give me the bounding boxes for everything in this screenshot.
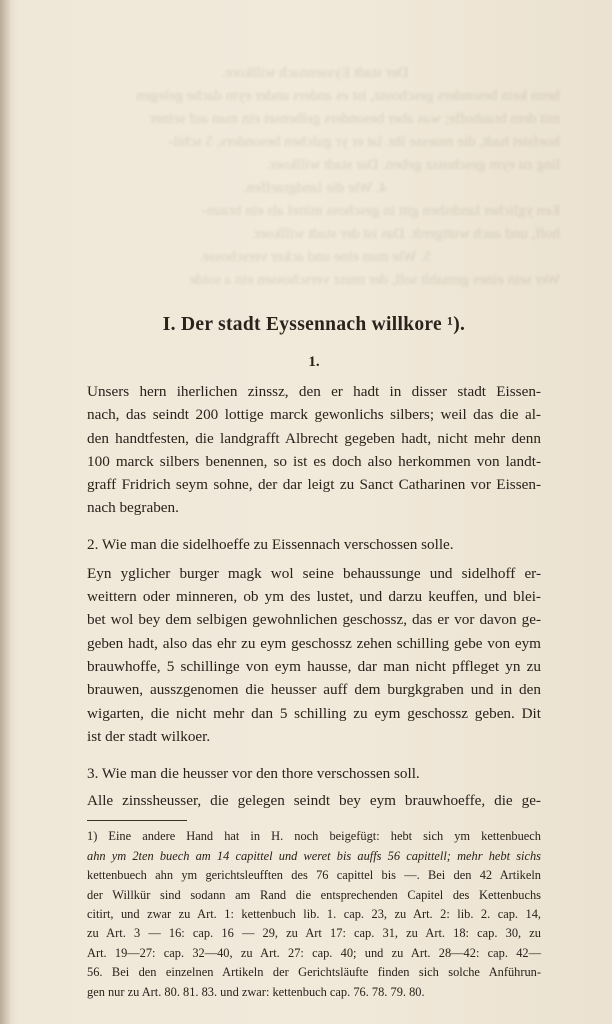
bleed-line: Der stadt Eyssennach willkore. <box>221 65 409 81</box>
footnote-line: gen nur zu Art. 80. 81. 83. und zwar: kettenbuch cap. 76. 78. 79. 80. <box>87 984 425 999</box>
text-line: geben hadt, also das ehr zu eym geschossz zehen schilling gebe von eym <box>87 634 541 652</box>
article-2-heading: 2. Wie man die sidelhoeffe zu Eissennach verschossen solle. <box>87 535 454 553</box>
text-line: Alle zinssheusser, die gelegen seindt bey eym brauwhoeffe, die ge- <box>87 792 541 810</box>
bleed-line: 4. Wie die landgraeffen. <box>242 180 388 196</box>
footnote-line: ahn ym 2ten buech am 14 capittel und weret bis auffs 56 capittell; mehr hebt sichs <box>87 848 541 863</box>
chapter-title: I. Der stadt Eyssennach willkore ¹). <box>162 314 466 335</box>
text-line: graff Fridrich seym sohne, der dar leigt zu Sanct Catharinen vor Eissen- <box>87 476 541 494</box>
page-gutter <box>0 0 10 1024</box>
footnote-line: zu Art. 3 — 16: cap. 16 — 29, zu Art 17: cap. 31, zu Art. 18: cap. 30, zu <box>87 926 541 941</box>
article-3-text <box>87 789 541 812</box>
text-line: Eyn yglicher burger magk wol seine behaussunge und sidelhoff er- <box>87 564 541 582</box>
article-number: 1. <box>308 354 320 370</box>
bleed-line: hoff, und auch wuttgerdt. Das ist der stadt willkoer. <box>251 226 560 242</box>
page-content <box>87 312 541 1002</box>
bleed-line: hoefstet hadt, die muesse ihr. lat er yr gulchen besonders, 5 schil- <box>168 134 560 150</box>
text-line: brauwen, ausszgenomen die heusser auff dem burgkgraben und in den <box>87 681 541 699</box>
bleed-line: Een yglicher landtshen gitt in geschoss mittel als ein braun- <box>202 203 560 219</box>
text-line: bet wol bey dem selbigen gewohnlichen geschossz, das er vor davon ge- <box>87 611 541 629</box>
footnote-line: 1) Eine andere Hand hat in H. noch beigefügt: hebt sich ym kettenbuech <box>87 829 541 844</box>
article-3-heading: 3. Wie man die heusser vor den thore verschossen soll. <box>87 765 420 783</box>
bleed-line: ling zu eym geschossz geben. Dar stadt willkoer. <box>267 157 560 173</box>
text-line: ist der stadt wilkoer. <box>87 727 211 745</box>
bleed-line: mit dem brauhoffe; was aber besonders gelhenset ein man auf seiner <box>149 111 560 127</box>
bleed-line: henn kein besonders geschossz, ist es anders under eym dache gelegen <box>136 88 560 104</box>
bleed-through-text <box>70 62 560 312</box>
footnote-line: 56. Bei den einzelnen Artikeln der Gerichtsläufte finden sich solche Anführun- <box>87 965 541 980</box>
footnote-line: Art. 19—27: cap. 32—40, zu Art. 27: cap. 40; und zu Art. 28—42: cap. 42— <box>87 945 541 960</box>
article-1-text <box>87 380 541 520</box>
article-2-text <box>87 562 541 748</box>
text-line: wigarten, die nicht mehr dan 5 schilling zu eym geschossz geben. Dit <box>87 704 541 722</box>
text-line: brauwhoffe, 5 schillinge von eym hausse, dar man nicht pffleget yn zu <box>87 657 541 675</box>
footnote-line: der Willkür sind sodann am Rand die entsprechenden Capitel des Kettenbuchs <box>87 887 541 902</box>
bleed-line: Wer sein eines gemahlt soll, der musz verschossen ein a soide <box>189 272 560 288</box>
footnote-line: citirt, und zwar zu Art. 1: kettenbuch lib. 1. cap. 23, zu Art. 2: lib. 2. cap. 14, <box>87 907 541 922</box>
text-line: 100 marck silbers benennen, so ist es doch also herkommen von landt- <box>87 452 541 470</box>
bleed-line: 5. Wie man eine und acker verschosse. <box>198 249 432 265</box>
text-line: Unsers hern iherlichen zinssz, den er hadt in disser stadt Eissen- <box>87 383 541 400</box>
text-line: nach begraben. <box>87 499 179 517</box>
text-line: den handtfesten, die landgrafft Albrecht gegeben hadt, nicht mehr denn <box>87 429 541 447</box>
footnote <box>87 827 541 1002</box>
footnote-line: kettenbuech ahn ym gerichtsleufften des 76 capittel bis —. Bei den 42 Artikeln <box>87 868 541 883</box>
footnote-divider <box>87 820 187 821</box>
text-line: weittern oder minneren, ob ym des lustet, und darzu keuffen, und blei- <box>87 588 541 606</box>
text-line: nach, das seindt 200 lottige marck gewonlichs silbers; weil das die al- <box>87 406 541 424</box>
